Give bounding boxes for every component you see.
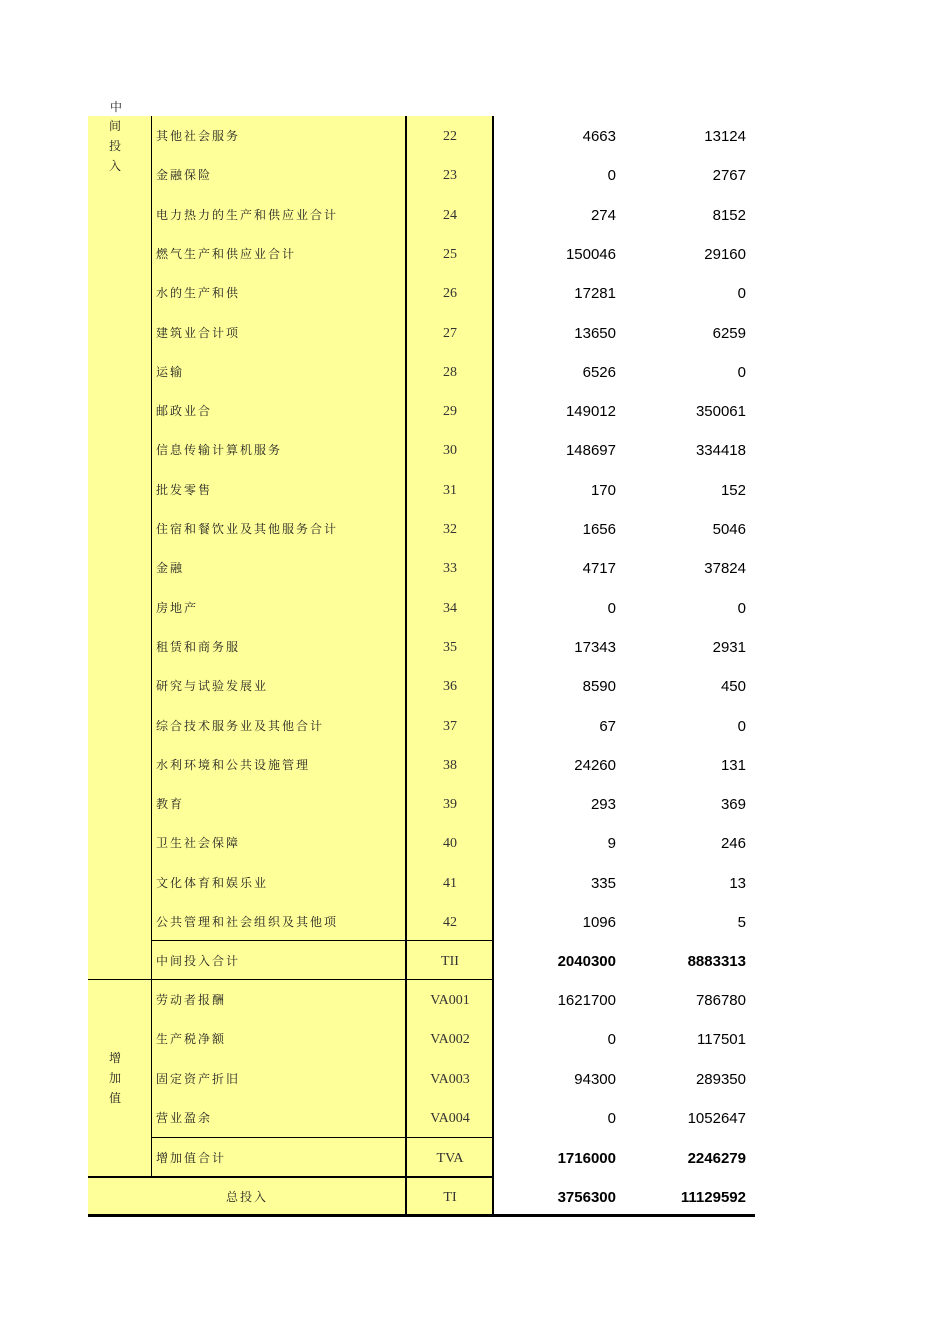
row-code: VA004 (430, 1110, 470, 1126)
row-name: 总投入 (225, 1190, 268, 1204)
row-value-1: 6526 (582, 363, 616, 381)
row-value-2: 5 (737, 914, 746, 931)
table-row (88, 195, 755, 234)
row-value-2: 8152 (712, 206, 746, 224)
row-value-1: 170 (590, 481, 616, 499)
row-name: 邮政业合 (156, 404, 213, 419)
row-value-1: 13650 (574, 324, 616, 342)
table-row (88, 1019, 755, 1058)
row-value-2: 289350 (695, 1070, 746, 1088)
row-name: 研究与试验发展业 (156, 679, 269, 694)
row-code: TII (441, 954, 459, 969)
row-name: 其他社会服务 (156, 129, 241, 143)
row-value-2: 786780 (695, 992, 746, 1009)
row-value-1: 1656 (582, 521, 616, 538)
table-row (88, 352, 755, 391)
row-value-1: 0 (607, 167, 616, 185)
row-code: TVA (436, 1151, 464, 1166)
row-value-1: 9 (607, 835, 616, 853)
table-row (88, 745, 755, 784)
row-code: VA001 (430, 993, 470, 1008)
row-code: VA003 (430, 1071, 470, 1087)
row-value-2: 369 (720, 796, 746, 814)
row-value-2: 0 (737, 599, 746, 617)
row-value-1: 24260 (574, 756, 616, 774)
row-code: 31 (443, 482, 457, 498)
row-value-2: 2246279 (687, 1150, 746, 1167)
table-row (88, 706, 755, 745)
row-value-1: 335 (590, 874, 616, 892)
row-name: 教育 (156, 797, 185, 812)
row-name: 卫生社会保障 (156, 836, 241, 851)
row-value-2: 2931 (712, 638, 746, 656)
row-code: 25 (443, 246, 457, 262)
row-name: 水的生产和供 (156, 286, 241, 301)
row-value-2: 11129592 (680, 1189, 746, 1206)
row-value-1: 0 (607, 1109, 616, 1127)
row-value-2: 152 (720, 481, 746, 499)
row-value-1: 8590 (582, 678, 616, 696)
row-value-2: 2767 (712, 167, 746, 185)
row-name: 公共管理和社会组织及其他项 (156, 915, 339, 929)
table-row-grand-total (88, 1177, 755, 1216)
row-value-2: 0 (737, 285, 746, 303)
table-row (88, 823, 755, 862)
table-row (88, 980, 755, 1019)
row-value-1: 94300 (574, 1070, 616, 1088)
table-row (88, 627, 755, 666)
row-name: 建筑业合计项 (156, 325, 241, 340)
row-value-2: 13 (729, 874, 746, 892)
row-value-2: 334418 (695, 442, 746, 460)
table-row (88, 784, 755, 823)
row-value-1: 17343 (574, 638, 616, 656)
table-row (88, 470, 755, 509)
table-row (88, 1059, 755, 1098)
row-name: 营业盈余 (156, 1110, 213, 1125)
row-name: 文化体育和娱乐业 (156, 875, 269, 890)
table-row (88, 273, 755, 312)
row-code: 23 (443, 168, 457, 184)
row-value-2: 131 (720, 756, 746, 774)
table-row (88, 1098, 755, 1137)
row-code: VA002 (430, 1032, 470, 1048)
row-code: 37 (443, 718, 457, 734)
row-name: 金融保险 (156, 168, 213, 183)
row-name: 水利环境和公共设施管理 (156, 757, 311, 772)
row-value-1: 1621700 (557, 992, 616, 1009)
row-value-1: 1096 (582, 914, 616, 931)
row-value-2: 1052647 (687, 1109, 746, 1127)
row-name: 信息传输计算机服务 (156, 443, 283, 458)
row-value-2: 0 (737, 717, 746, 735)
row-value-1: 148697 (565, 442, 616, 460)
value-added-group-label: 增 加 值 (108, 1051, 121, 1105)
row-name: 固定资产折旧 (156, 1071, 241, 1086)
row-value-2: 350061 (695, 403, 746, 421)
row-code: 29 (443, 404, 457, 420)
row-code: 39 (443, 797, 457, 813)
row-value-2: 8883313 (687, 953, 746, 970)
row-code: 36 (443, 679, 457, 695)
row-code: 38 (443, 757, 457, 773)
row-name: 批发零售 (156, 482, 213, 497)
row-name: 生产税净额 (156, 1032, 227, 1047)
table-row (88, 430, 755, 469)
row-code: 35 (443, 639, 457, 655)
row-code: 27 (443, 325, 457, 341)
row-code: 30 (443, 443, 457, 459)
table-row-value-added-total (88, 1138, 755, 1177)
row-value-2: 450 (720, 678, 746, 696)
row-value-1: 4717 (582, 560, 616, 578)
table-row (88, 155, 755, 194)
table-row (88, 548, 755, 587)
row-name: 增加值合计 (156, 1151, 227, 1165)
table-row (88, 902, 755, 941)
table-row (88, 588, 755, 627)
table-row-intermediate-total (88, 941, 755, 980)
row-name: 劳动者报酬 (156, 993, 227, 1007)
row-code: 24 (443, 207, 457, 223)
table-row (88, 509, 755, 548)
row-value-1: 293 (590, 796, 616, 814)
header-glyph: 中 (109, 100, 122, 114)
row-code: 42 (443, 915, 457, 930)
row-value-1: 149012 (565, 403, 616, 421)
row-value-1: 17281 (574, 285, 616, 303)
row-name: 金融 (156, 561, 185, 576)
row-value-2: 13124 (704, 128, 746, 145)
row-value-2: 246 (720, 835, 746, 853)
row-code: TI (443, 1190, 457, 1205)
row-value-1: 0 (607, 599, 616, 617)
row-value-1: 150046 (565, 245, 616, 263)
table-row (88, 116, 755, 155)
row-value-2: 37824 (704, 560, 746, 578)
table-row (88, 863, 755, 902)
row-code: 32 (443, 522, 457, 537)
row-code: 41 (443, 875, 457, 891)
row-value-2: 29160 (704, 245, 746, 263)
row-name: 燃气生产和供应业合计 (156, 246, 297, 261)
row-code: 33 (443, 561, 457, 577)
row-value-2: 6259 (712, 324, 746, 342)
table-row (88, 313, 755, 352)
row-name: 综合技术服务业及其他合计 (156, 718, 325, 733)
row-name: 住宿和餐饮业及其他服务合计 (156, 522, 339, 536)
row-value-2: 117501 (697, 1031, 746, 1049)
row-value-2: 5046 (712, 521, 746, 538)
row-value-1: 274 (590, 206, 616, 224)
intermediate-group-label: 间 投 入 (108, 119, 121, 173)
table-row (88, 666, 755, 705)
row-name: 租赁和商务服 (156, 639, 241, 654)
row-value-2: 0 (737, 363, 746, 381)
table-row (88, 391, 755, 430)
row-name: 中间投入合计 (156, 954, 241, 968)
row-code: 26 (443, 286, 457, 302)
row-code: 22 (443, 129, 457, 144)
table-row (88, 234, 755, 273)
row-code: 40 (443, 836, 457, 852)
row-name: 房地产 (156, 600, 199, 615)
row-code: 28 (443, 364, 457, 380)
row-value-1: 4663 (582, 128, 616, 145)
row-value-1: 67 (599, 717, 616, 735)
row-value-1: 1716000 (557, 1150, 616, 1167)
row-value-1: 3756300 (557, 1189, 616, 1206)
row-name: 电力热力的生产和供应业合计 (156, 207, 339, 222)
row-code: 34 (443, 600, 457, 616)
row-name: 运输 (156, 364, 185, 379)
row-value-1: 2040300 (557, 953, 616, 970)
row-value-1: 0 (607, 1031, 616, 1049)
